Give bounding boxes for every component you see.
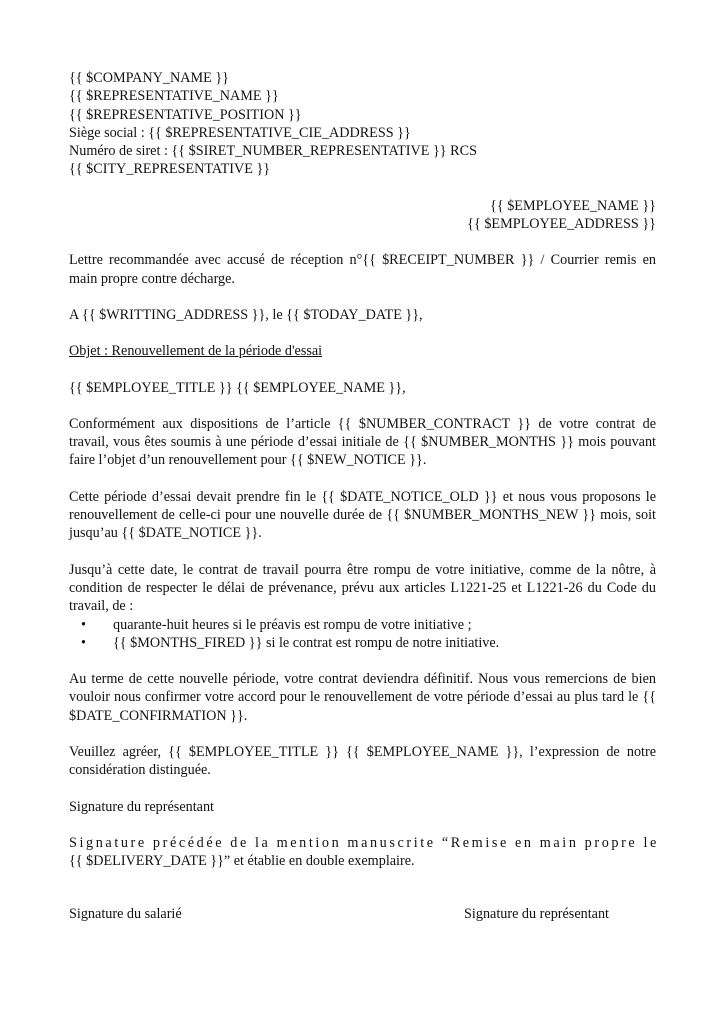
recipient-address: {{ $EMPLOYEE_ADDRESS }} [467,216,656,233]
paragraph-renewal: Cette période d’essai devait prendre fin le {{ $DATE_NOTICE_OLD }} et nous vous proposons le renouvellement de celle-ci pour une nouvelle durée de {{ $NUMBER_MONTHS_NEW }} mois, soit jusqu’au {{ $DATE_NOTICE }}. [69,488,656,542]
mention-line-2: {{ $DELIVERY_DATE }}” et établie en double exemplaire. [69,853,415,870]
delivery-mode [69,251,656,288]
paragraph-contract: Conformément aux dispositions de l’article {{ $NUMBER_CONTRACT }} de votre contrat de travail, vous êtes soumis à une période d’essai initiale de {{ $NUMBER_MONTHS }} mois pouvant faire l’objet d’un renouvellement pour {{ $NEW_NOTICE }}. [69,415,656,469]
place-and-date: A {{ $WRITTING_ADDRESS }}, le {{ $TODAY_DATE }}, [69,306,423,323]
closing-formula: Veuillez agréer, {{ $EMPLOYEE_TITLE }} {{ $EMPLOYEE_NAME }}, l’expression de notre considération distinguée. [69,744,656,779]
recipient-name: {{ $EMPLOYEE_NAME }} [490,197,656,214]
registered-office: Siège social : {{ $REPRESENTATIVE_CIE_ADDRESS }} [69,124,411,141]
list-item [69,634,656,652]
mention-line-1: Signature précédée de la mention manuscrite “Remise en main propre le [69,834,659,851]
list-item-text: quarante-huit heures si le préavis est rompu de votre initiative ; [113,616,472,633]
notice-list [69,616,656,653]
representative-name: {{ $REPRESENTATIVE_NAME }} [69,88,279,105]
footer-representative-signature-label: Signature du représentant [464,905,609,922]
delivery-line-2: main propre contre décharge. [69,270,235,287]
paragraph-confirmation: Au terme de cette nouvelle période, votre contrat deviendra définitif. Nous vous remercions de bien vouloir nous confirmer votre accord pour le renouvellement de votre période d’essai au plus tard le {{ $DATE_CONFIRMATION }}. [69,671,656,724]
bullet-marker: • [81,634,86,651]
subject-line: Objet : Renouvellement de la période d'essai [69,343,323,360]
bullet-marker: • [81,616,86,633]
representative-position: {{ $REPRESENTATIVE_POSITION }} [69,106,302,123]
siret-number: Numéro de siret : {{ $SIRET_NUMBER_REPRESENTATIVE }} RCS [69,143,477,160]
list-item [69,616,656,634]
company-name: {{ $COMPANY_NAME }} [69,70,229,86]
letter-page [69,69,659,923]
list-item-text: {{ $MONTHS_FIRED }} si le contrat est rompu de notre initiative. [113,634,500,651]
recipient-block [69,197,656,234]
signature-footer [69,905,656,923]
salutation: {{ $EMPLOYEE_TITLE }} {{ $EMPLOYEE_NAME }}, [69,379,406,396]
sender-block [69,69,656,179]
handwritten-mention [69,834,659,871]
representative-city: {{ $CITY_REPRESENTATIVE }} [69,161,271,178]
employee-signature-label: Signature du salarié [69,905,182,922]
representative-signature-label: Signature du représentant [69,798,214,815]
paragraph-termination: Jusqu’à cette date, le contrat de travail pourra être rompu de votre initiative, comme de la nôtre, à condition de respecter le délai de prévenance, prévu aux articles L1221-25 et L1221-26 du Code du travail, de : [69,561,656,615]
delivery-line-1: Lettre recommandée avec accusé de réception n°{{ $RECEIPT_NUMBER }} / Courrier remis en [69,252,656,269]
